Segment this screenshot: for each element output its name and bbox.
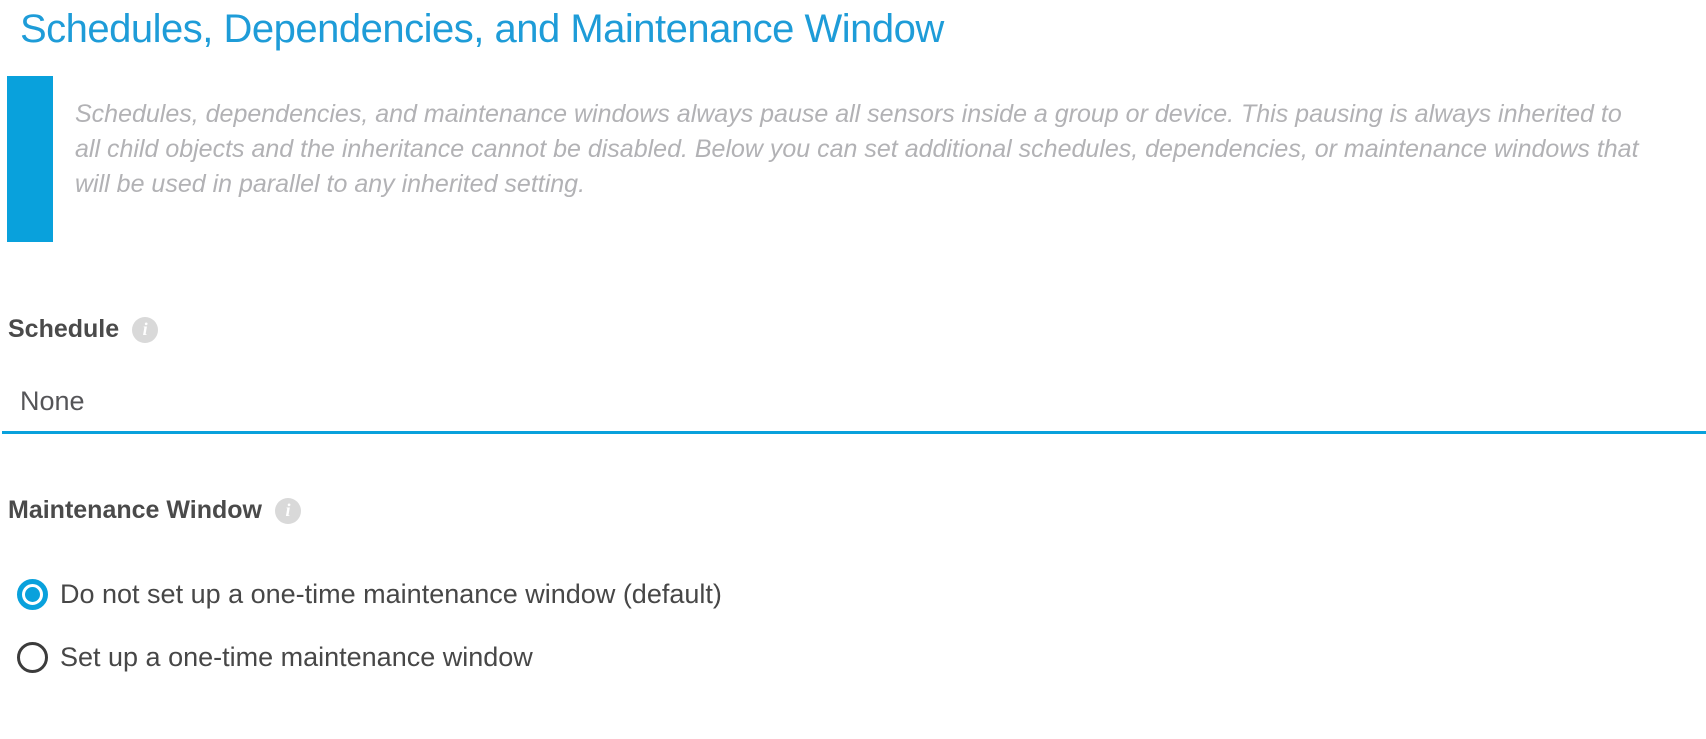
- radio-option-set-maintenance-window[interactable]: [17, 642, 1706, 673]
- schedule-label: Schedule: [8, 315, 120, 343]
- maintenance-window-label: Maintenance Window: [8, 496, 262, 524]
- notice-text: Schedules, dependencies, and maintenance windows always pause all sensors inside a group or device. This pausing is always inherited to all child objects and the inheritance cannot be disabled. Below you can set additional schedules, dependencies, or maintenance windows that will be used in parallel to any inherited setting.: [75, 100, 1639, 198]
- page-title: Schedules, Dependencies, and Maintenance Window: [20, 7, 944, 51]
- info-icon[interactable]: i: [275, 498, 301, 524]
- schedule-select[interactable]: None: [2, 384, 1706, 434]
- schedule-field-header: [8, 315, 1706, 344]
- radio-button-icon[interactable]: [17, 642, 48, 673]
- maintenance-window-radio-group: [0, 579, 1706, 673]
- maintenance-window-field-header: [8, 496, 1706, 525]
- radio-option-no-maintenance-window[interactable]: [17, 579, 1706, 610]
- radio-option-label[interactable]: Do not set up a one-time maintenance window (default): [60, 579, 722, 609]
- notice-accent-bar: [7, 76, 53, 242]
- radio-button-icon[interactable]: [17, 579, 48, 610]
- radio-option-label[interactable]: Set up a one-time maintenance window: [60, 642, 533, 672]
- info-icon[interactable]: i: [132, 317, 158, 343]
- notice-blockquote: [7, 76, 1706, 242]
